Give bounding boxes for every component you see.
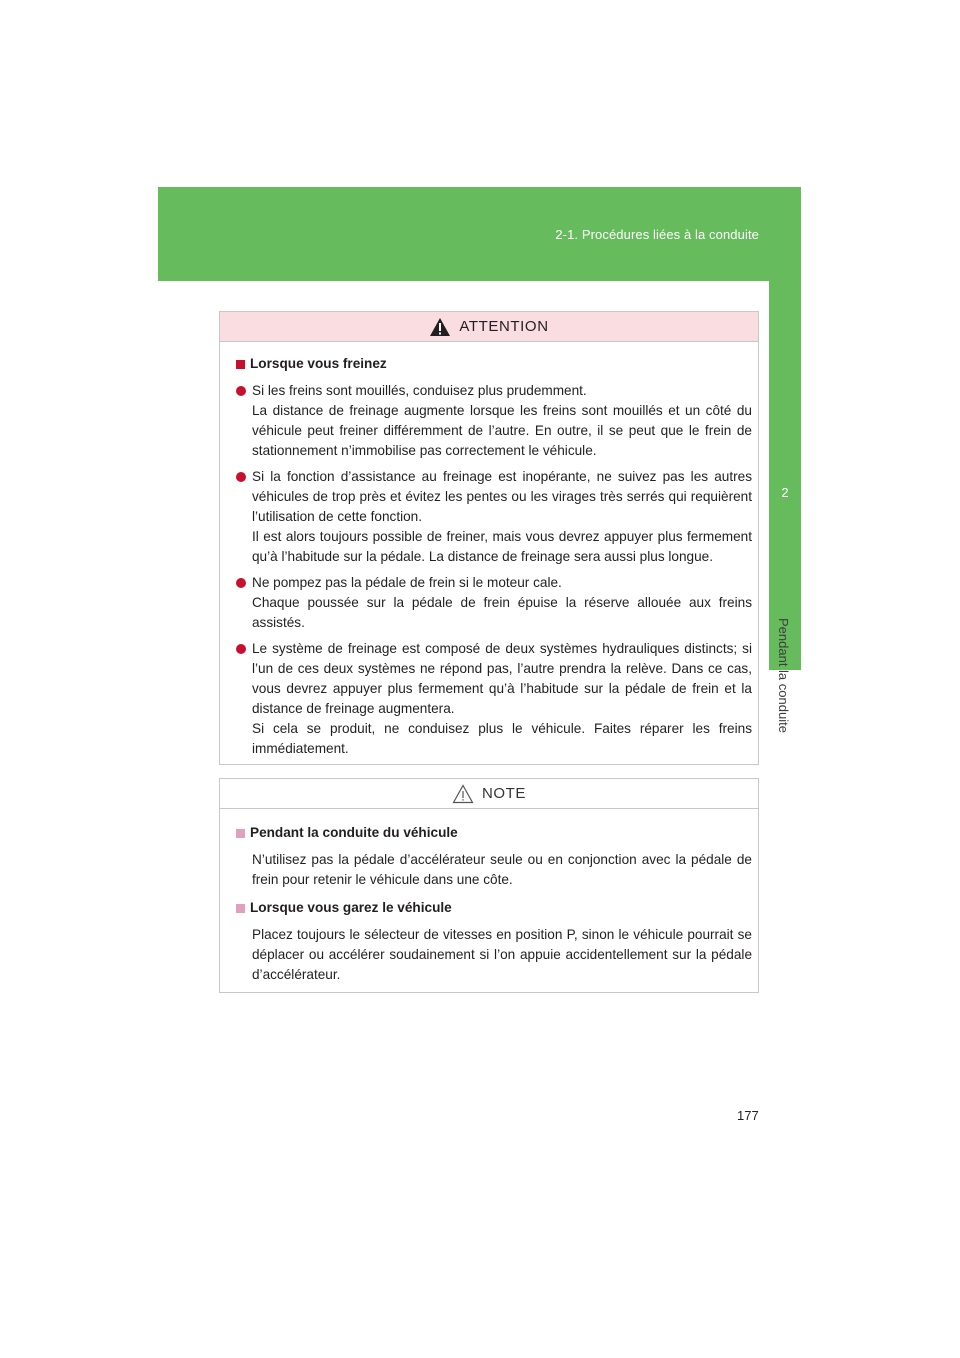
note-body bbox=[220, 809, 758, 985]
attention-header bbox=[220, 312, 758, 342]
round-bullet-icon bbox=[236, 472, 246, 482]
attention-bullet: Ne pompez pas la pédale de frein si le moteur cale. Chaque poussée sur la pédale de frein épuise la réserve allouée aux freins assistés. bbox=[236, 573, 752, 633]
round-bullet-icon bbox=[236, 386, 246, 396]
note-paragraph: N’utilisez pas la pédale d’accélérateur seule ou en conjonction avec la pédale de frein pour retenir le véhicule dans une côte. bbox=[252, 852, 752, 887]
note-paragraph: Placez toujours le sélecteur de vitesses en position P, sinon le véhicule pourrait se déplacer ou accélérer soudainement si l’on appuie accidentellement sur la pédale d’accélérateur. bbox=[252, 927, 752, 982]
header-band bbox=[158, 187, 801, 281]
attention-box bbox=[219, 311, 759, 765]
round-bullet-icon bbox=[236, 644, 246, 654]
warning-icon bbox=[429, 317, 451, 337]
attention-bullet: Si la fonction d’assistance au freinage est inopérante, ne suivez pas les autres véhicules de trop près et évitez les pentes ou les virages très serrés qui requièrent l’utilisation de cette fonction. Il est alors toujours possible de freiner, mais vous devrez appuyer plus fermement qu’à l’habitude sur la pédale. La distance de freinage sera aussi plus longue. bbox=[236, 467, 752, 567]
square-bullet-icon bbox=[236, 360, 245, 369]
chapter-number: 2 bbox=[781, 485, 789, 500]
section-header: 2-1. Procédures liées à la conduite bbox=[555, 227, 759, 242]
note-section-title: Pendant la conduite du véhicule bbox=[236, 823, 752, 843]
square-bullet-icon bbox=[236, 904, 245, 913]
caution-outline-icon bbox=[452, 784, 474, 804]
attention-bullet: Si les freins sont mouillés, conduisez plus prudemment. La distance de freinage augmente lorsque les freins sont mouillés et un côté du véhicule peut freiner différemment de l’autre. En outre, il se peut que le frein de stationnement n’immobilise pas correctement le véhicule. bbox=[236, 381, 752, 461]
square-bullet-icon bbox=[236, 829, 245, 838]
page-number: 177 bbox=[737, 1108, 759, 1123]
attention-body bbox=[220, 342, 758, 759]
chapter-label: Pendant la conduite bbox=[776, 618, 791, 733]
attention-bullet: Le système de freinage est composé de deux systèmes hydrauliques distincts; si l’un de ces deux systèmes ne répond pas, l’autre prendra la relève. Dans ce cas, vous devrez appuyer plus fermement qu’à l’habitude sur la pédale de frein et la distance de freinage augmentera. Si cela se produit, ne conduisez plus le véhicule. Faites réparer les freins immédiatement. bbox=[236, 639, 752, 759]
note-header bbox=[220, 779, 758, 809]
note-title: NOTE bbox=[481, 785, 527, 802]
chapter-side-tab bbox=[769, 187, 801, 670]
note-section-title: Lorsque vous garez le véhicule bbox=[236, 898, 752, 918]
round-bullet-icon bbox=[236, 578, 246, 588]
attention-section-title: Lorsque vous freinez bbox=[236, 354, 752, 374]
note-box bbox=[219, 778, 759, 993]
attention-title: ATTENTION bbox=[459, 318, 549, 335]
